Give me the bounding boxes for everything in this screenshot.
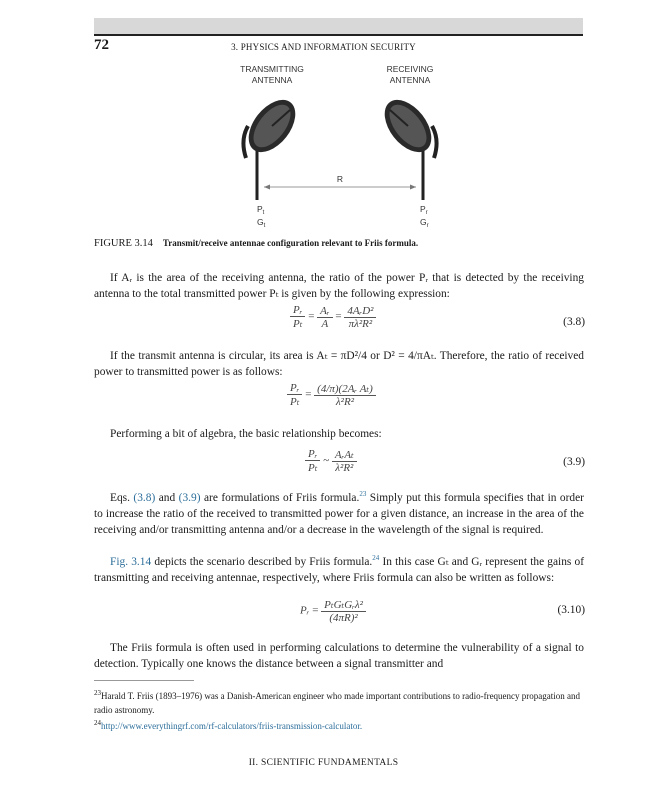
equation-number-3-9: (3.9) [563, 456, 585, 468]
footnote-23: $^{23}$Harald T. Friis (1893–1976) was a Danish-American engineer who made important contributions to radio-frequency propagation and radio astronomy. [94, 689, 581, 715]
antenna-figure [210, 62, 470, 237]
paragraph-4: Eqs. (3.8) and (3.9) are formulations of Friis formula.$^{23}$ Simply put this formula specifies that in order to increase the ratio of the received to transmitted power for a given distance, an increase in the area of the receiving and/or transmitting antenna and/or a decrease in the wavelength of the signal is required. [94, 490, 584, 536]
footnote-rule [94, 680, 194, 681]
tx-power-label: $P_t$ [257, 204, 265, 216]
equation-3-10: Pᵣ = $\frac{\text{PₜGₜGᵣλ²}}{\text{(4πR)²}}$ [300, 598, 366, 624]
header-bar [94, 18, 583, 34]
rx-gain-label: $G_r$ [420, 217, 429, 229]
rx-power-label: $P_r$ [420, 204, 428, 216]
header-rule [94, 34, 583, 36]
paragraph-2: If the transmit antenna is circular, its area is Aₜ = πD²/4 or D² = 4/πAₜ. Therefore, the ratio of received power to transmitted power is as follows: [94, 350, 584, 378]
figure-caption [94, 238, 418, 249]
equation-3-8: $\frac{\text{Pᵣ}}{\text{Pₜ}}$ = $\frac{\text{Aᵣ}}{A}$ = $\frac{\text{4AᵣD²}}{\text{πλ²R²}}$ [290, 304, 376, 330]
paragraph-5: Fig. 3.14 depicts the scenario described by Friis formula.$^{24}$ In this case Gₜ and Gᵣ represent the gains of transmitting and receiving antennae, respectively, where Friis formula can also be written as follows: [94, 554, 584, 584]
rx-dish [375, 91, 440, 200]
paragraph-3: Performing a bit of algebra, the basic relationship becomes: [110, 428, 382, 440]
eq-3-9-link[interactable]: (3.9) [178, 491, 201, 504]
equation-ratio: $\frac{\text{Pᵣ}}{\text{Pₜ}}$ = $\frac{\text{(4/π)(2Aᵣ Aₜ)}}{\text{λ²R²}}$ [287, 382, 376, 408]
equation-number-3-10: (3.10) [557, 604, 585, 616]
tx-dish [239, 91, 304, 200]
running-head: 3. PHYSICS AND INFORMATION SECURITY [231, 42, 416, 52]
paragraph-6: The Friis formula is often used in performing calculations to determine the vulnerability of a signal to detection. Typically one knows the distance between a signal transmitter and [94, 642, 584, 670]
rx-label-2: ANTENNA [389, 75, 431, 85]
footnote-24-ref[interactable]: 24 [372, 554, 380, 562]
footnote-24-url[interactable]: http://www.everythingrf.com/rf-calculators/friis-transmission-calculator. [101, 721, 363, 731]
figure-3-14-link[interactable]: Fig. 3.14 [110, 555, 152, 568]
eq-3-8-link[interactable]: (3.8) [133, 491, 156, 504]
page-number: 72 [94, 37, 109, 53]
equation-3-9: $\frac{\text{Pᵣ}}{\text{Pₜ}}$ ~ $\frac{\text{AᵣAₜ}}{\text{λ²R²}}$ [305, 448, 357, 474]
tx-gain-label: $G_t$ [257, 217, 266, 229]
footnote-24: $^{24}$http://www.everythingrf.com/rf-calculators/friis-transmission-calculator. [94, 719, 363, 731]
distance-label: R [336, 174, 344, 184]
page-footer: II. SCIENTIFIC FUNDAMENTALS [248, 758, 399, 768]
distance-arrow [264, 185, 416, 190]
caption-text: Transmit/receive antennae configuration relevant to Friis formula. [162, 238, 419, 248]
caption-label: FIGURE 3.14 [94, 238, 153, 249]
tx-label-1: TRANSMITTING [240, 64, 304, 74]
footnote-23-ref[interactable]: 23 [359, 490, 367, 498]
tx-label-2: ANTENNA [251, 75, 293, 85]
antenna-diagram [210, 62, 470, 237]
rx-label-1: RECEIVING [386, 64, 434, 74]
paragraph-1: If Aᵣ is the area of the receiving antenna, the ratio of the power Pᵣ that is detected by the receiving antenna to the total transmitted power Pₜ is given by the following expression: [94, 272, 584, 300]
equation-number-3-8: (3.8) [563, 316, 585, 328]
